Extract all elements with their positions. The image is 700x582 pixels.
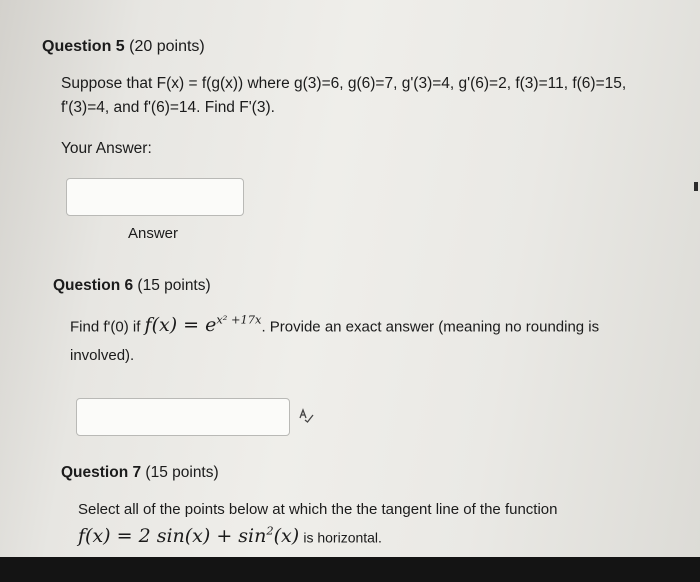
question-6-formula-exponent: x² +17x bbox=[216, 313, 262, 327]
question-7-points: (15 points) bbox=[145, 464, 219, 481]
spellcheck-icon-svg bbox=[298, 407, 314, 423]
question-7-formula-square: 2 bbox=[266, 524, 274, 538]
question-5-answer-heading: Your Answer: bbox=[61, 140, 152, 157]
edge-scroll-marker bbox=[694, 182, 698, 191]
question-5-header bbox=[42, 38, 205, 56]
question-6-formula bbox=[145, 314, 262, 336]
question-7-prompt-line2 bbox=[78, 524, 382, 547]
question-7-label: Question 7 bbox=[61, 464, 142, 481]
question-7-prompt-line1: Select all of the points below at which the the tangent line of the function bbox=[78, 501, 558, 518]
question-5-points: (20 points) bbox=[129, 38, 205, 55]
question-6-prompt-prefix: Find f'(0) if bbox=[70, 318, 145, 336]
question-6-prompt-line1 bbox=[70, 313, 599, 336]
question-7-formula bbox=[78, 525, 299, 547]
screen-bottom-bezel bbox=[0, 557, 700, 582]
question-5-prompt-line2: f'(3)=4, and f'(6)=14. Find F'(3). bbox=[61, 99, 275, 116]
question-5-answer-button[interactable]: Answer bbox=[128, 225, 179, 242]
question-7-formula-fx: f(x) = 2 sin(x) + sin bbox=[78, 525, 267, 548]
question-6-formula-lhs: f(x) = e bbox=[144, 314, 217, 337]
question-6-label: Question 6 bbox=[53, 277, 134, 294]
question-5-prompt-line1: Suppose that F(x) = f(g(x)) where g(3)=6, g(6)=7, g'(3)=4, g'(6)=2, f(3)=11, f(6)=15, bbox=[61, 75, 627, 92]
spellcheck-icon[interactable] bbox=[298, 407, 314, 423]
question-6-answer-input[interactable] bbox=[76, 398, 290, 436]
question-5-answer-input[interactable] bbox=[66, 178, 244, 216]
question-7-formula-tail: (x) bbox=[273, 525, 300, 548]
question-6-prompt-suffix: . Provide an exact answer (meaning no rounding is bbox=[261, 318, 600, 336]
question-7-prompt-suffix: is horizontal. bbox=[303, 529, 382, 546]
question-5-label: Question 5 bbox=[42, 38, 125, 55]
question-6-header bbox=[53, 277, 211, 295]
question-6-prompt-line2: involved). bbox=[70, 347, 135, 364]
question-7-header bbox=[61, 464, 219, 482]
question-6-points: (15 points) bbox=[137, 277, 211, 294]
